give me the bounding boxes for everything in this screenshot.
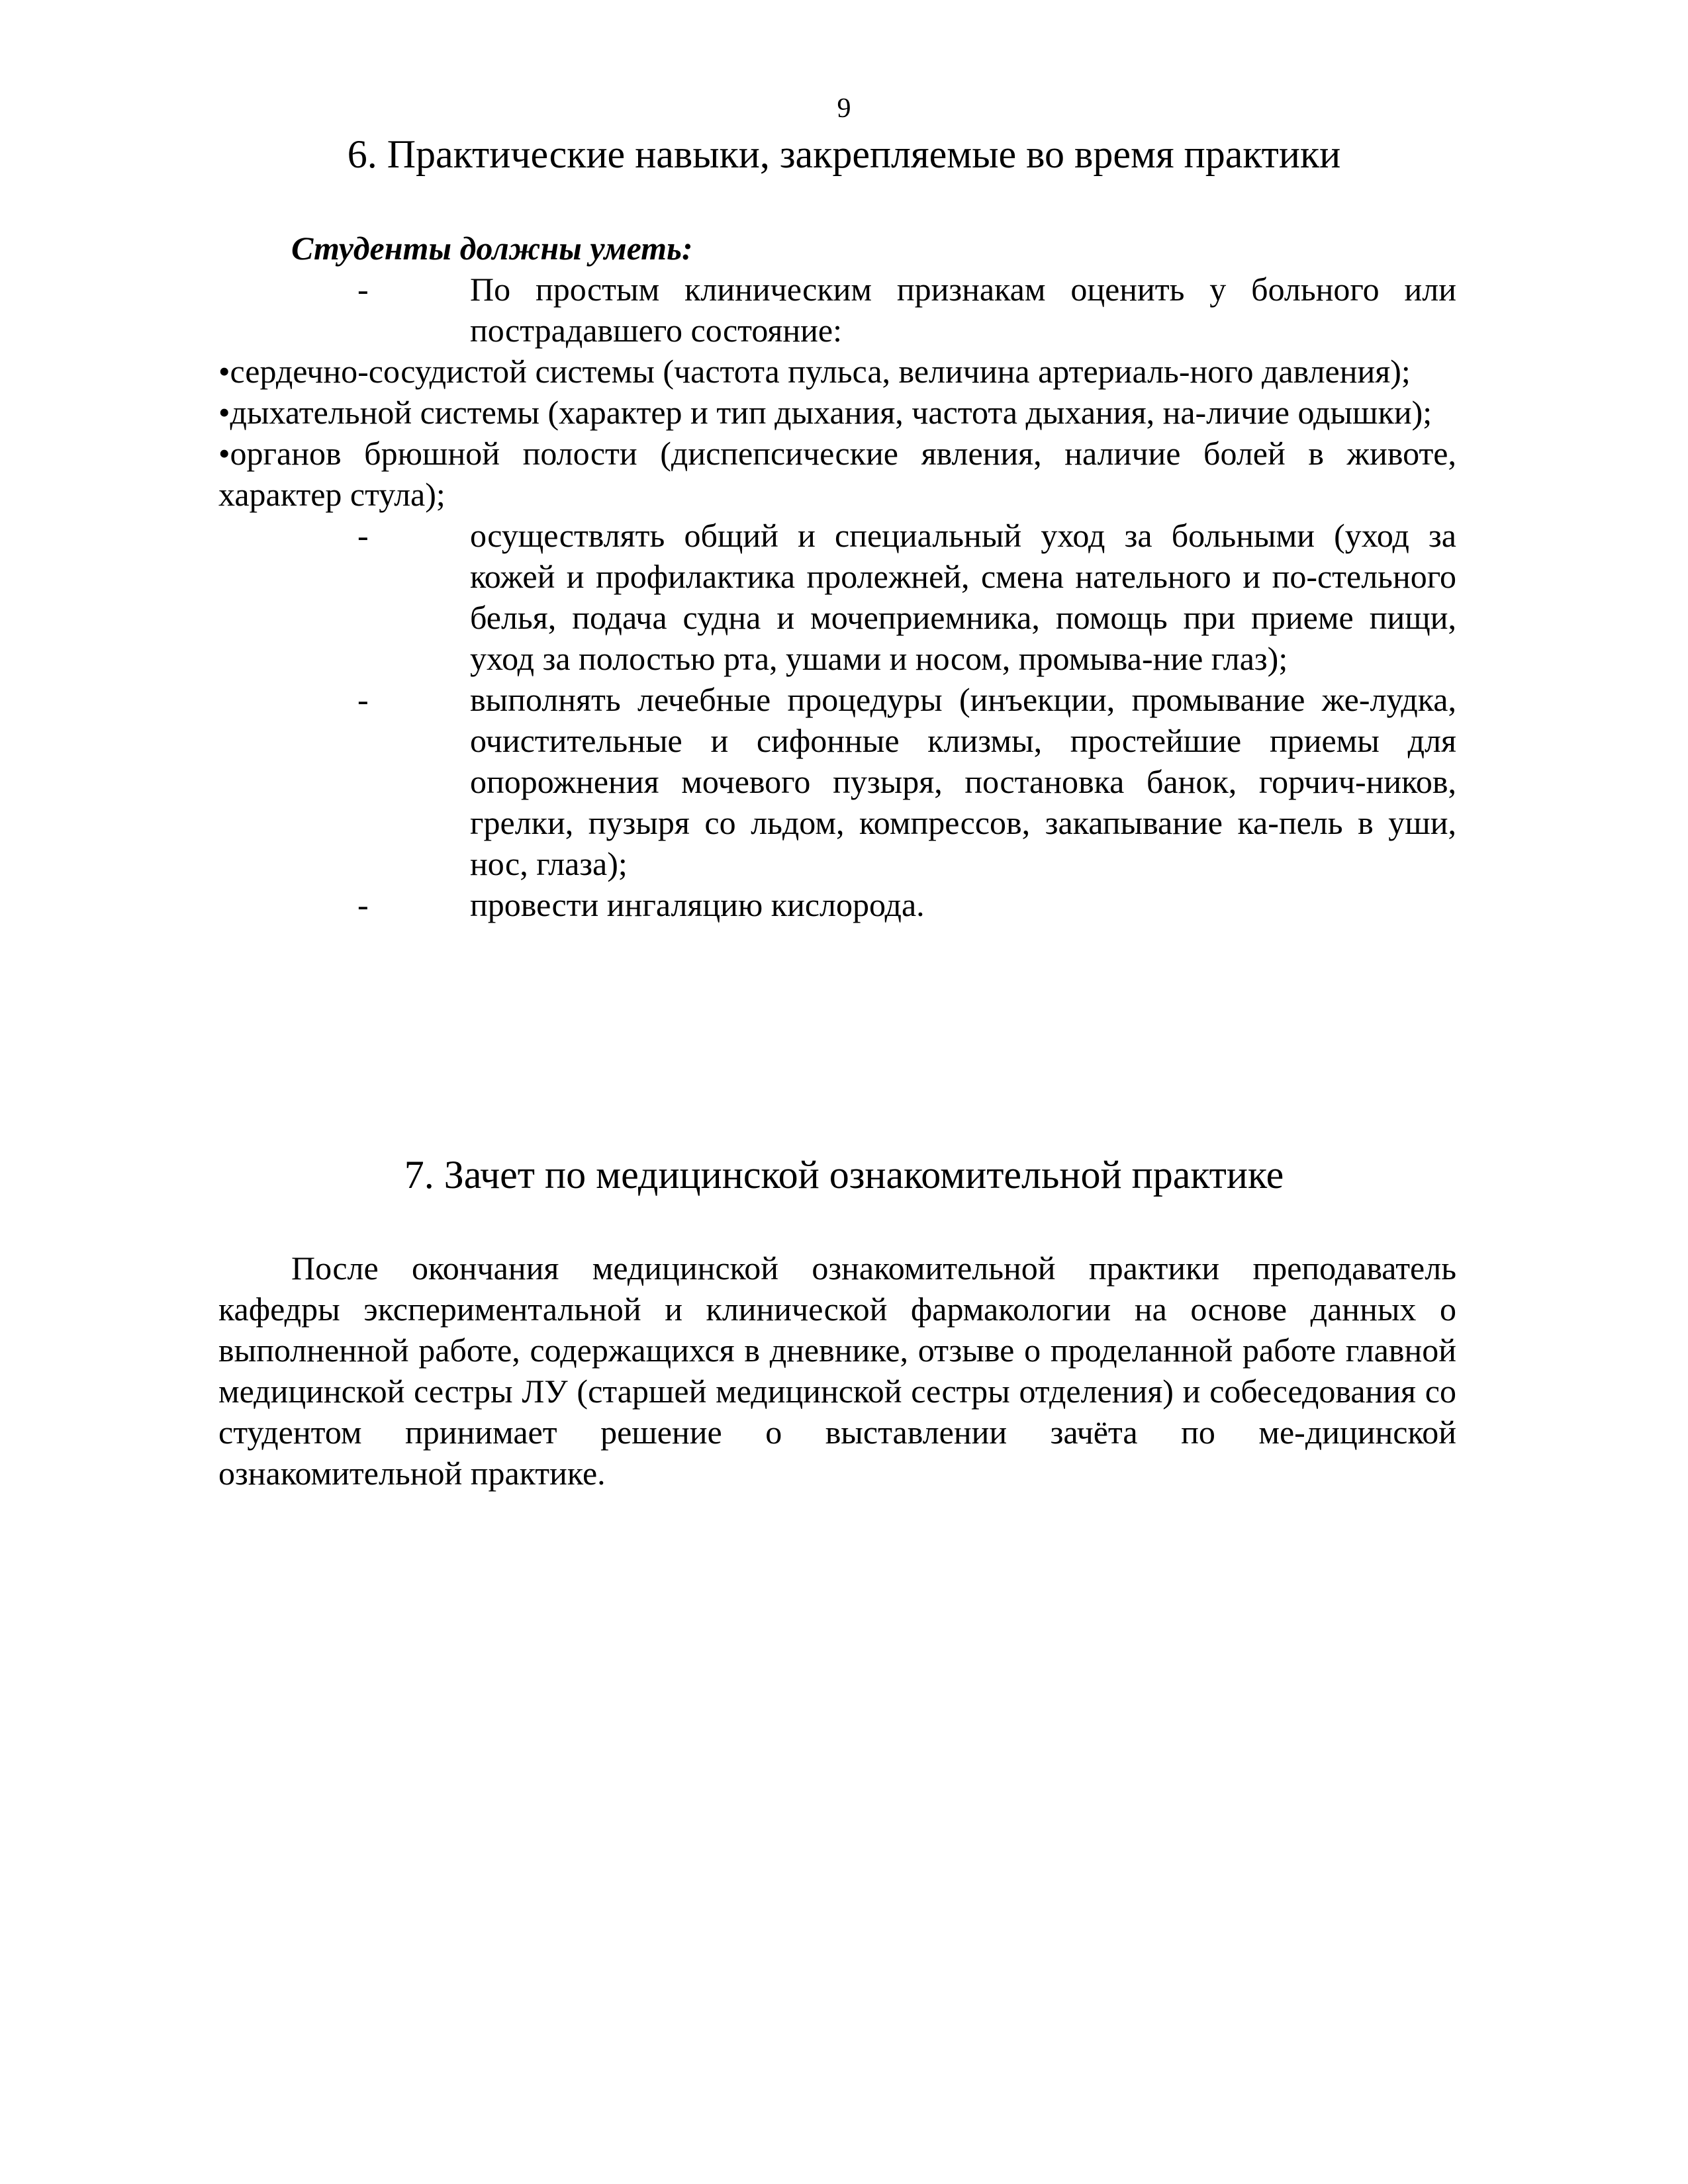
section-6-title: 6. Практические навыки, закрепляемые во время практики [347, 132, 1341, 176]
list-item [218, 515, 1456, 679]
list-item-text: выполнять лечебные процедуры (инъекции, промывание же-лудка, очистительные и сифонные клизмы, простейшие приемы для опорожнения мочевого пузыря, постановка банок, горчич-ников, грелки, пузыря со льдом, компрессов, закапывание ка-пель в уши, нос, глаза); [470, 681, 1456, 882]
list-dash: - [357, 681, 369, 718]
section-6-subheading: Студенты должны уметь: [291, 230, 693, 267]
list-dash: - [357, 886, 369, 923]
list-dash: - [357, 271, 369, 308]
list-item [218, 884, 1456, 925]
list-item [218, 679, 1456, 884]
list-item-text: По простым клиническим признакам оценить у больного или пострадавшего состояние: [470, 271, 1456, 349]
list-item-text: провести ингаляцию кислорода. [470, 886, 925, 923]
page-number: 9 [837, 93, 851, 124]
list-item [218, 269, 1456, 351]
list-dash: - [357, 517, 369, 554]
bullet-item: •органов брюшной полости (диспепсические явления, наличие болей в животе, характер стула); [218, 435, 1456, 513]
section-7-paragraph: После окончания медицинской ознакомительной практики преподаватель кафедры экспериментальной и клинической фармакологии на основе данных о выполненной работе, содержащихся в дневнике, отзыве о проделанной работе главной медицинской сестры ЛУ (старшей медицинской сестры отделения) и собеседования со студентом принимает решение о выставлении зачёта по ме-дицинской ознакомительной практике. [218, 1250, 1456, 1492]
bullet-item: •сердечно-сосудистой системы (частота пульса, величина артериаль-ного давления); [218, 353, 1411, 390]
bullet-item: •дыхательной системы (характер и тип дыхания, частота дыхания, на-личие одышки); [218, 394, 1432, 431]
skills-list-top [218, 269, 1456, 925]
section-7-title: 7. Зачет по медицинской ознакомительной практике [404, 1153, 1284, 1197]
list-item-text: осуществлять общий и специальный уход за больными (уход за кожей и профилактика пролежней, смена нательного и по-стельного белья, подача судна и мочеприемника, помощь при приеме пищи, уход за полостью рта, ушами и носом, промыва-ние глаз); [470, 517, 1456, 677]
